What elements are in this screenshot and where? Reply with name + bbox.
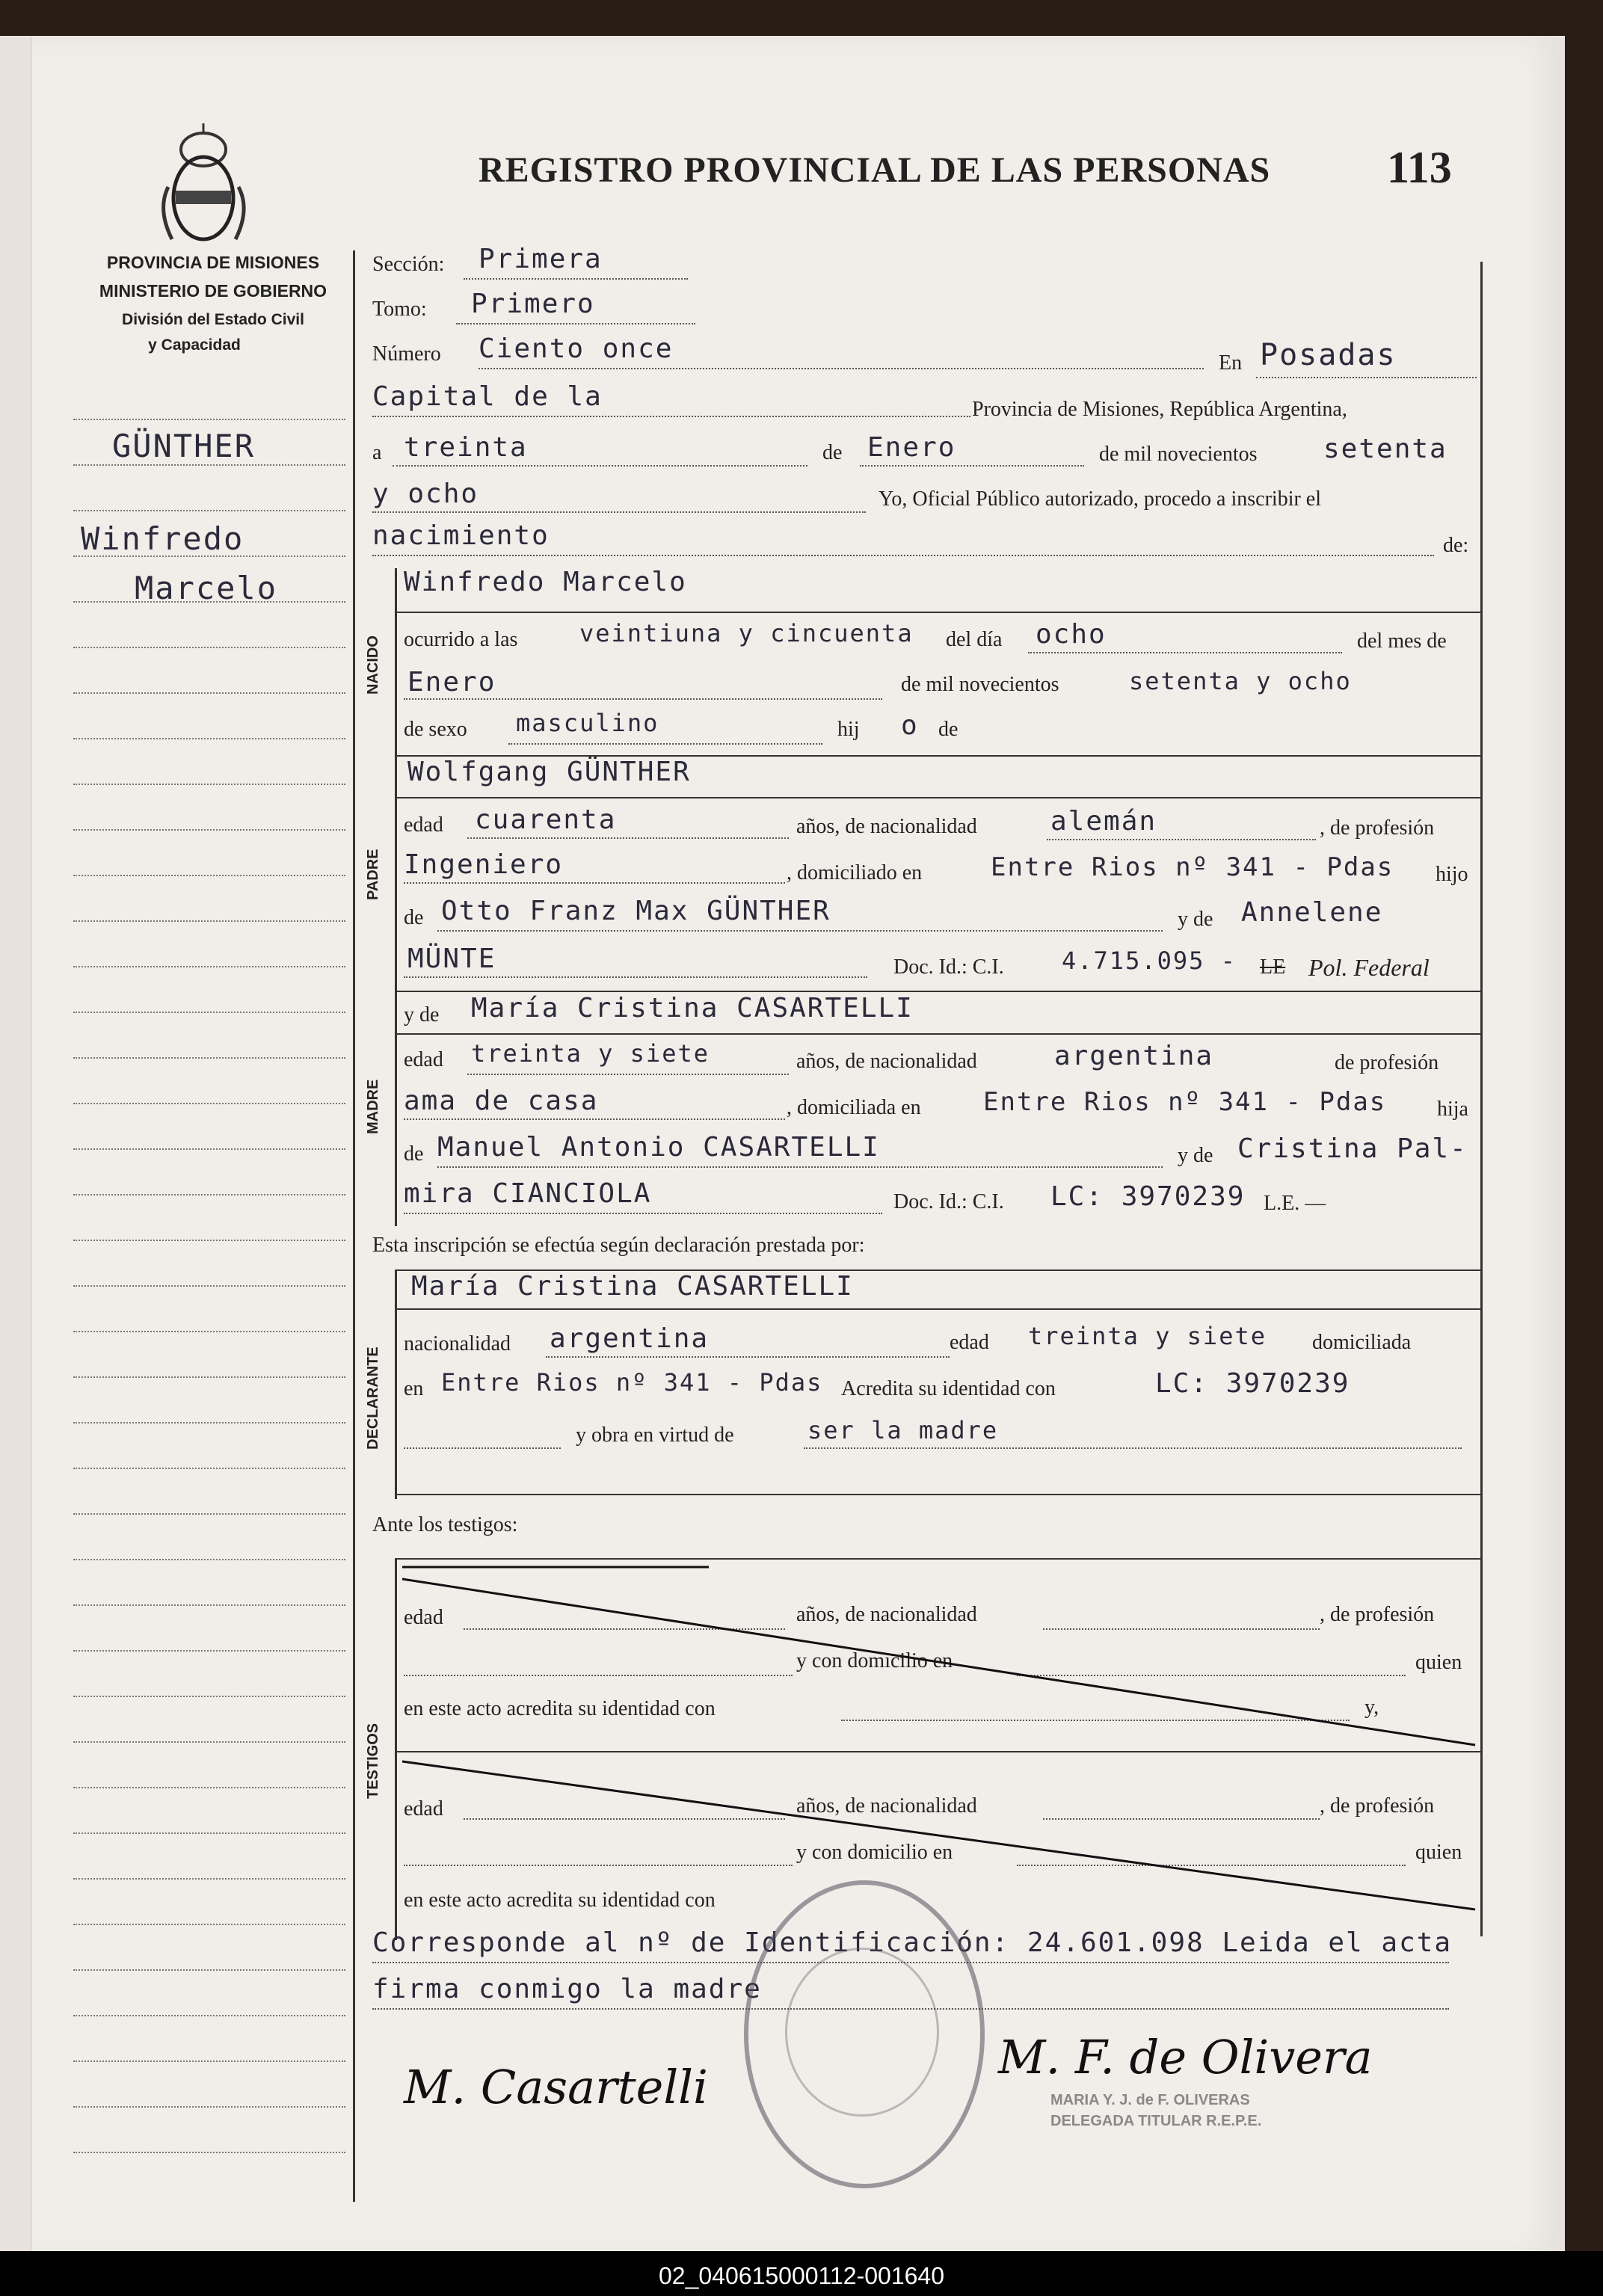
sidebar-rule xyxy=(73,829,345,831)
sidebar-surname: GÜNTHER xyxy=(112,428,256,464)
declarante-tag: DECLARANTE xyxy=(365,1346,381,1450)
sidebar-rule xyxy=(73,2152,345,2153)
declarante-dom-label: domiciliada xyxy=(1312,1331,1412,1354)
sidebar-rule xyxy=(73,1787,345,1788)
sidebar-rule xyxy=(73,1103,345,1104)
declarante-bottom-rule xyxy=(395,1494,1480,1495)
yo-text: Yo, Oficial Público autorizado, procedo a inscribir el xyxy=(879,487,1322,511)
declarante-intro: Esta inscripción se efectúa según declaración prestada por: xyxy=(372,1234,865,1257)
padre-le-label: LE xyxy=(1260,955,1286,979)
province-text: Provincia de Misiones, República Argentina, xyxy=(972,398,1347,421)
madre-name-rule xyxy=(395,1033,1480,1035)
padre-hijo-label: hijo xyxy=(1436,863,1468,886)
day-value: treinta xyxy=(404,432,528,463)
numero-label: Número xyxy=(372,342,441,366)
ocurrido-label: ocurrido a las xyxy=(404,628,518,651)
tomo-label: Tomo: xyxy=(372,298,427,321)
numero-value: Ciento once xyxy=(479,333,674,364)
declarante-signature: M. Casartelli xyxy=(404,2060,708,2114)
dia-value: ocho xyxy=(1036,619,1107,650)
declarante-nombre: María Cristina CASARTELLI xyxy=(411,1271,854,1302)
nacido-tag: NACIDO xyxy=(365,635,381,695)
padre-tag: PADRE xyxy=(365,849,381,901)
declarante-edad-label: edad xyxy=(950,1331,989,1354)
sidebar-rule xyxy=(73,1650,345,1652)
sidebar-rule xyxy=(73,2015,345,2016)
t2-nac-label: años, de nacionalidad xyxy=(796,1794,977,1818)
padre-prof-label: , de profesión xyxy=(1320,816,1435,840)
declarante-nacionalidad: argentina xyxy=(550,1323,710,1354)
t1-nac-label: años, de nacionalidad xyxy=(796,1603,977,1626)
t2-prof-label: , de profesión xyxy=(1320,1794,1435,1818)
coat-of-arms-icon xyxy=(153,120,254,250)
t2-acredita-label: en este acto acredita su identidad con xyxy=(404,1889,716,1912)
nota-linea-1: Corresponde al nº de Identificación: 24.601.098 Leida el acta xyxy=(372,1927,1453,1958)
sidebar-rule xyxy=(73,1604,345,1606)
acto-value: nacimiento xyxy=(372,520,550,551)
madre-yde-label: y de xyxy=(404,1003,440,1027)
nacido-de-label: de xyxy=(938,718,959,741)
sidebar-rule xyxy=(73,464,345,466)
sidebar-rule xyxy=(73,1148,345,1150)
month-value: Enero xyxy=(867,432,956,463)
madre-doc: LC: 3970239 xyxy=(1050,1181,1246,1212)
hora-value: veintiuna y cincuenta xyxy=(579,619,914,647)
de-label: de xyxy=(822,441,843,464)
anio-label: de mil novecientos xyxy=(901,673,1059,696)
en-label: En xyxy=(1219,351,1243,375)
sidebar-rule xyxy=(73,2106,345,2108)
sidebar-rule xyxy=(73,1285,345,1287)
testigos-tag: TESTIGOS xyxy=(365,1723,381,1799)
anio-value: setenta y ocho xyxy=(1129,667,1352,695)
padre-doc-extra: Pol. Federal xyxy=(1308,954,1430,981)
padre-domicilio: Entre Rios nº 341 - Pdas xyxy=(991,852,1394,882)
nacido-nombre: Winfredo Marcelo xyxy=(404,567,687,597)
hij-label: hij xyxy=(837,718,860,741)
t2-dom-label: y con domicilio en xyxy=(796,1841,953,1864)
madre-madre-1: Cristina Pal- xyxy=(1237,1133,1468,1164)
madre-dom-label: , domiciliada en xyxy=(787,1096,921,1119)
sexo-value: masculino xyxy=(516,709,659,737)
official-name: MARIA Y. J. de F. OLIVERAS xyxy=(1050,2092,1250,2108)
sexo-label: de sexo xyxy=(404,718,467,741)
madre-tag: MADRE xyxy=(365,1079,381,1134)
madre-yde2-label: y de xyxy=(1178,1144,1213,1167)
sidebar-rule xyxy=(73,875,345,876)
sidebar-rule xyxy=(73,647,345,648)
year-value-2: y ocho xyxy=(372,478,479,509)
sidebar-rule xyxy=(73,1924,345,1925)
madre-edad: treinta y siete xyxy=(471,1039,710,1068)
padre-nacionalidad: alemán xyxy=(1050,806,1157,837)
sidebar-rule xyxy=(73,738,345,739)
register-title: REGISTRO PROVINCIAL DE LAS PERSONAS xyxy=(479,150,1271,190)
madre-madre-2: mira CIANCIOLA xyxy=(404,1178,652,1209)
mes-value: Enero xyxy=(407,667,496,698)
madre-padre: Manuel Antonio CASARTELLI xyxy=(437,1132,880,1163)
document-id: 02_040615000112-001640 xyxy=(658,2262,944,2289)
madre-le-label: L.E. — xyxy=(1264,1192,1326,1215)
declarante-nac-label: nacionalidad xyxy=(404,1332,511,1355)
sidebar-rule xyxy=(73,1057,345,1059)
city-value: Posadas xyxy=(1260,338,1397,372)
sidebar-rule xyxy=(73,1012,345,1013)
madre-domicilio: Entre Rios nº 341 - Pdas xyxy=(983,1087,1387,1117)
padre-madre-2: MÜNTE xyxy=(407,944,496,974)
sidebar-rule xyxy=(73,1969,345,1971)
madre-nac-label: años, de nacionalidad xyxy=(796,1050,977,1073)
padre-edad-label: edad xyxy=(404,813,443,837)
sidebar-rule xyxy=(73,1741,345,1743)
sidebar-first-name: Winfredo xyxy=(81,520,244,557)
declarante-en-label: en xyxy=(404,1377,424,1400)
mes-label: del mes de xyxy=(1357,630,1447,653)
official-stamp-inner xyxy=(785,1948,939,2117)
padre-de-label: de xyxy=(404,906,424,929)
sidebar-rule xyxy=(73,1422,345,1424)
madre-de-label: de xyxy=(404,1142,424,1166)
sidebar-rule xyxy=(73,966,345,967)
declarante-obra-label: y obra en virtud de xyxy=(576,1424,734,1447)
declarante-domicilio: Entre Rios nº 341 - Pdas xyxy=(441,1368,823,1397)
padre-madre-1: Annelene xyxy=(1241,897,1383,928)
sidebar-rule xyxy=(73,1468,345,1469)
t2-quien-label: quien xyxy=(1415,1841,1462,1864)
sidebar-rule xyxy=(73,1240,345,1241)
province-label: PROVINCIA DE MISIONES xyxy=(106,253,320,272)
de-end-label: de: xyxy=(1443,534,1469,557)
padre-nac-label: años, de nacionalidad xyxy=(796,815,977,838)
testigos-crossout xyxy=(395,1558,1480,1947)
sidebar-rule xyxy=(73,920,345,922)
year-label: de mil novecientos xyxy=(1099,443,1258,466)
sidebar-rule xyxy=(73,1878,345,1880)
padre-doc: 4.715.095 - xyxy=(1062,947,1237,975)
year-value-1: setenta xyxy=(1323,434,1447,464)
madre-profesion: ama de casa xyxy=(404,1086,599,1116)
t1-prof-label: , de profesión xyxy=(1320,1603,1435,1626)
a-label: a xyxy=(372,441,382,464)
sidebar-rule xyxy=(73,1832,345,1834)
sidebar-rule xyxy=(73,1331,345,1332)
seccion-label: Sección: xyxy=(372,253,445,276)
declarante-edad: treinta y siete xyxy=(1028,1322,1267,1350)
declarante-acredita-label: Acredita su identidad con xyxy=(841,1377,1056,1400)
division-label: División del Estado Civil xyxy=(122,311,304,328)
sidebar-rule xyxy=(73,419,345,420)
t2-edad-label: edad xyxy=(404,1797,443,1821)
sidebar-rule xyxy=(73,692,345,694)
nota-linea-2: firma conmigo la madre xyxy=(372,1974,762,2004)
official-position: DELEGADA TITULAR R.E.P.E. xyxy=(1050,2113,1262,2129)
declarante-name-rule xyxy=(395,1308,1480,1310)
t1-edad-label: edad xyxy=(404,1606,443,1629)
t1-dom-label: y con domicilio en xyxy=(796,1649,953,1672)
hij-value: o xyxy=(901,710,919,741)
section-frame-line xyxy=(395,568,397,1226)
padre-profesion: Ingeniero xyxy=(404,849,564,880)
padre-yde-label: y de xyxy=(1178,908,1213,931)
dia-label: del día xyxy=(946,628,1003,651)
tomo-value: Primero xyxy=(471,289,595,319)
book-spine xyxy=(0,36,30,2256)
sidebar-second-name: Marcelo xyxy=(135,570,278,606)
t1-acredita-label: en este acto acredita su identidad con xyxy=(404,1697,716,1720)
madre-nombre: María Cristina CASARTELLI xyxy=(471,993,914,1024)
t1-quien-label: quien xyxy=(1415,1651,1462,1674)
sidebar-rule xyxy=(73,1696,345,1697)
madre-hija-label: hija xyxy=(1437,1098,1468,1121)
sidebar-rule xyxy=(73,1194,345,1195)
capacity-label: y Capacidad xyxy=(148,336,241,354)
testigos-intro: Ante los testigos: xyxy=(372,1513,518,1536)
ministry-label: MINISTERIO DE GOBIERNO xyxy=(99,281,327,301)
declarante-virtud: ser la madre xyxy=(807,1416,999,1444)
madre-nacionalidad: argentina xyxy=(1054,1041,1214,1071)
right-frame-line xyxy=(1480,262,1483,1936)
padre-dom-label: , domiciliado en xyxy=(787,861,923,884)
sidebar-rule xyxy=(73,1513,345,1515)
declarante-frame-line xyxy=(395,1271,397,1499)
madre-doc-label: Doc. Id.: C.I. xyxy=(893,1190,1004,1213)
capital-value: Capital de la xyxy=(372,381,603,412)
padre-name-rule xyxy=(395,797,1480,798)
padre-nombre: Wolfgang GÜNTHER xyxy=(407,757,691,787)
madre-prof-label: de profesión xyxy=(1335,1051,1439,1074)
seccion-value: Primera xyxy=(479,244,603,274)
t1-y-label: y, xyxy=(1364,1696,1379,1719)
padre-padre: Otto Franz Max GÜNTHER xyxy=(441,896,831,926)
madre-edad-label: edad xyxy=(404,1048,443,1071)
sidebar-rule xyxy=(73,2060,345,2062)
sidebar-rule xyxy=(73,555,345,557)
madre-top-rule xyxy=(395,991,1480,992)
padre-doc-label: Doc. Id.: C.I. xyxy=(893,955,1004,979)
declarante-identidad: LC: 3970239 xyxy=(1155,1368,1350,1399)
sidebar-rule xyxy=(73,510,345,511)
sidebar-rule xyxy=(73,1559,345,1560)
left-frame-line xyxy=(353,250,355,2202)
padre-edad: cuarenta xyxy=(475,804,617,835)
sidebar-rule xyxy=(73,784,345,785)
folio-number: 113 xyxy=(1387,143,1452,192)
official-signature: M. F. de Olivera xyxy=(998,2030,1373,2084)
sidebar-rule xyxy=(73,601,345,603)
sidebar-rule xyxy=(73,1376,345,1378)
nacido-rule xyxy=(395,612,1480,613)
